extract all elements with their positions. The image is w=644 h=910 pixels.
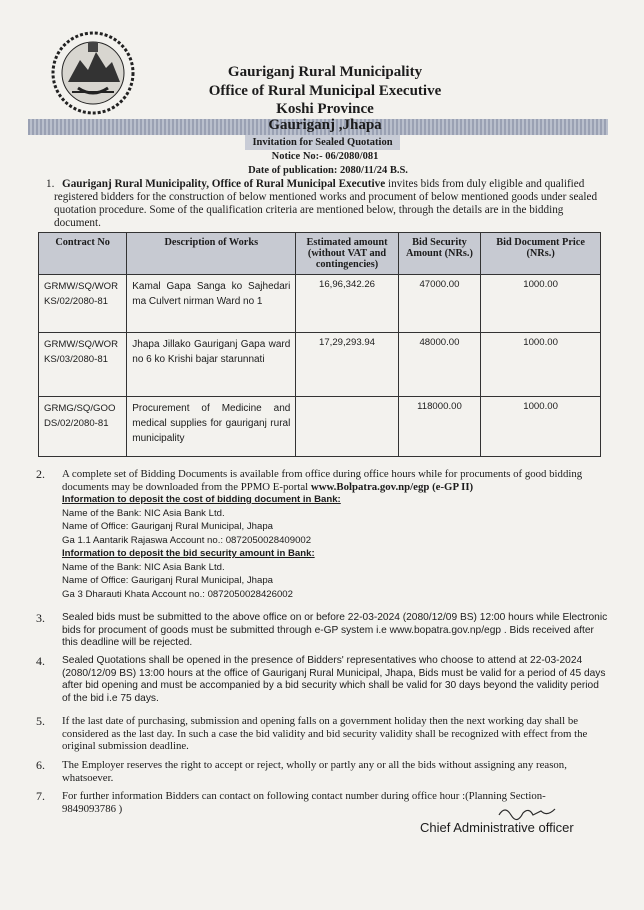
work-description: Jhapa Jillako Gauriganj Gapa ward no 6 ko Krishi bajar starunnati xyxy=(127,333,296,397)
header-office: Office of Rural Municipal Executive xyxy=(208,83,442,99)
publication-date: Date of publication: 2080/11/24 B.S. xyxy=(248,165,408,176)
invitation-title: Invitation for Sealed Quotation xyxy=(245,135,400,150)
bid-security: 118000.00 xyxy=(398,397,480,457)
works-table xyxy=(38,232,601,457)
item-5-number: 5. xyxy=(36,714,45,728)
item-7-number: 7. xyxy=(36,789,45,803)
document-price: 1000.00 xyxy=(481,397,601,457)
doc-bank-name: Name of the Bank: NIC Asia Bank Ltd. xyxy=(62,507,225,519)
item-4-number: 4. xyxy=(36,654,45,668)
header-contract: Contract No xyxy=(39,233,127,275)
item-6-text: The Employer reserves the right to accept or reject, wholly or partly any or all the bids without assigning any reason, whatsoever. xyxy=(62,759,567,784)
contract-no: GRMW/SQ/WORKS/02/2080-81 xyxy=(39,275,127,333)
doc-deposit-heading: Information to deposit the cost of bidding document in Bank: xyxy=(62,494,341,505)
item-6 xyxy=(38,759,608,784)
item-1-text: invites bids from duly eligible and qualified registered bidders for the construction of below mentioned works and procument of below mentioned goods under sealed quotation procedure. Some of the qualification criteria are mentioned below, through the details are in the bidding document. xyxy=(54,178,598,229)
contract-no: GRMG/SQ/GOODS/02/2080-81 xyxy=(39,397,127,457)
item-1-number: 1. xyxy=(46,178,55,190)
header-price: Bid Document Price (NRs.) xyxy=(481,233,601,275)
estimated-amount: 17,29,293.94 xyxy=(296,333,398,397)
header-estimate: Estimated amount (without VAT and contingencies) xyxy=(296,233,398,275)
item-1-bold: Gauriganj Rural Municipality, Office of Rural Municipal Executive xyxy=(62,178,386,190)
item-4 xyxy=(38,655,608,705)
item-3 xyxy=(38,612,608,650)
item-3-number: 3. xyxy=(36,611,45,625)
table-row xyxy=(39,275,601,333)
estimated-amount xyxy=(296,397,398,457)
bid-security: 47000.00 xyxy=(398,275,480,333)
handwritten-signature xyxy=(497,803,557,821)
item-6-number: 6. xyxy=(36,758,45,772)
item-2-text: A complete set of Bidding Documents is available from office during office hours while for procuments of good bidding documents may be downloaded from the PPMO E-portal xyxy=(62,468,583,493)
header-municipality: Gauriganj Rural Municipality xyxy=(227,64,423,80)
work-description: Procurement of Medicine and medical supplies for gauriganj rural municipality xyxy=(127,397,296,457)
table-header-row xyxy=(39,233,601,275)
signatory-title: Chief Administrative officer xyxy=(420,820,574,835)
bid-security: 48000.00 xyxy=(398,333,480,397)
item-7-text: For further information Bidders can contact on following contact number during office hour :(Planning Section-9849093786 ) xyxy=(62,790,546,815)
egp-portal-link[interactable]: www.Bolpatra.gov.np/egp (e-GP II) xyxy=(310,480,474,493)
estimated-amount: 16,96,342.26 xyxy=(296,275,398,333)
security-bank-name: Name of the Bank: NIC Asia Bank Ltd. xyxy=(62,561,225,573)
table-row xyxy=(39,333,601,397)
document-price: 1000.00 xyxy=(481,275,601,333)
item-2 xyxy=(38,468,608,601)
nepal-government-emblem xyxy=(50,30,136,116)
doc-office-name: Name of Office: Gauriganj Rural Municipal, Jhapa xyxy=(62,521,273,532)
header-province: Koshi Province xyxy=(276,101,374,117)
work-description: Kamal Gapa Sanga ko Sajhedari ma Culvert nirman Ward no 1 xyxy=(127,275,296,333)
item-1 xyxy=(46,178,609,230)
header-description: Description of Works xyxy=(127,233,296,275)
doc-account-no: Ga 1.1 Aantarik Rajaswa Account no.: 087205002840900​2 xyxy=(62,534,312,546)
item-4-text: Sealed Quotations shall be opened in the presence of Bidders' representatives who choose to attend at 22-03-2024 (2080/12/09 BS) 13:00 hours at the office of Gauriganj Rural Municipal, Jhapa, Bids must be valid for a period of 45 days after bid opening and must be accompanied by a bid security which shall be valid for 30 days beyond the validity period of the bid i.e 75 days. xyxy=(62,655,606,704)
contract-no: GRMW/SQ/WORKS/03/2080-81 xyxy=(39,333,127,397)
item-3-text: Sealed bids must be submitted to the above office on or before 22-03-2024 (2080/12/09 BS) 12:00 hours while Electronic bids for procument of goods must be submitted through e-GP system i.e www.bopatra.gov.np/egp . Bids received after this deadline will be rejected. xyxy=(62,612,608,648)
security-office-name: Name of Office: Gauriganj Rural Municipal, Jhapa xyxy=(62,575,273,586)
notice-number: Notice No:- 06/2080/081 xyxy=(271,151,379,162)
security-account-no: Ga 3 Dharauti Khata Account no.: 087205002842600​2 xyxy=(62,588,293,600)
header-location: Gauriganj ,Jhapa xyxy=(268,117,382,133)
document-price: 1000.00 xyxy=(481,333,601,397)
table-row xyxy=(39,397,601,457)
security-deposit-heading: Information to deposit the bid security amount in Bank: xyxy=(62,548,315,559)
item-5-text: If the last date of purchasing, submission and opening falls on a government holiday then the next working day shall be considered as the last day. In such a case the bid validity and bid security validity shall be recognized with effect from the original submission deadline. xyxy=(62,715,588,752)
item-5 xyxy=(38,715,608,753)
item-2-number: 2. xyxy=(36,467,45,481)
header-security: Bid Security Amount (NRs.) xyxy=(398,233,480,275)
